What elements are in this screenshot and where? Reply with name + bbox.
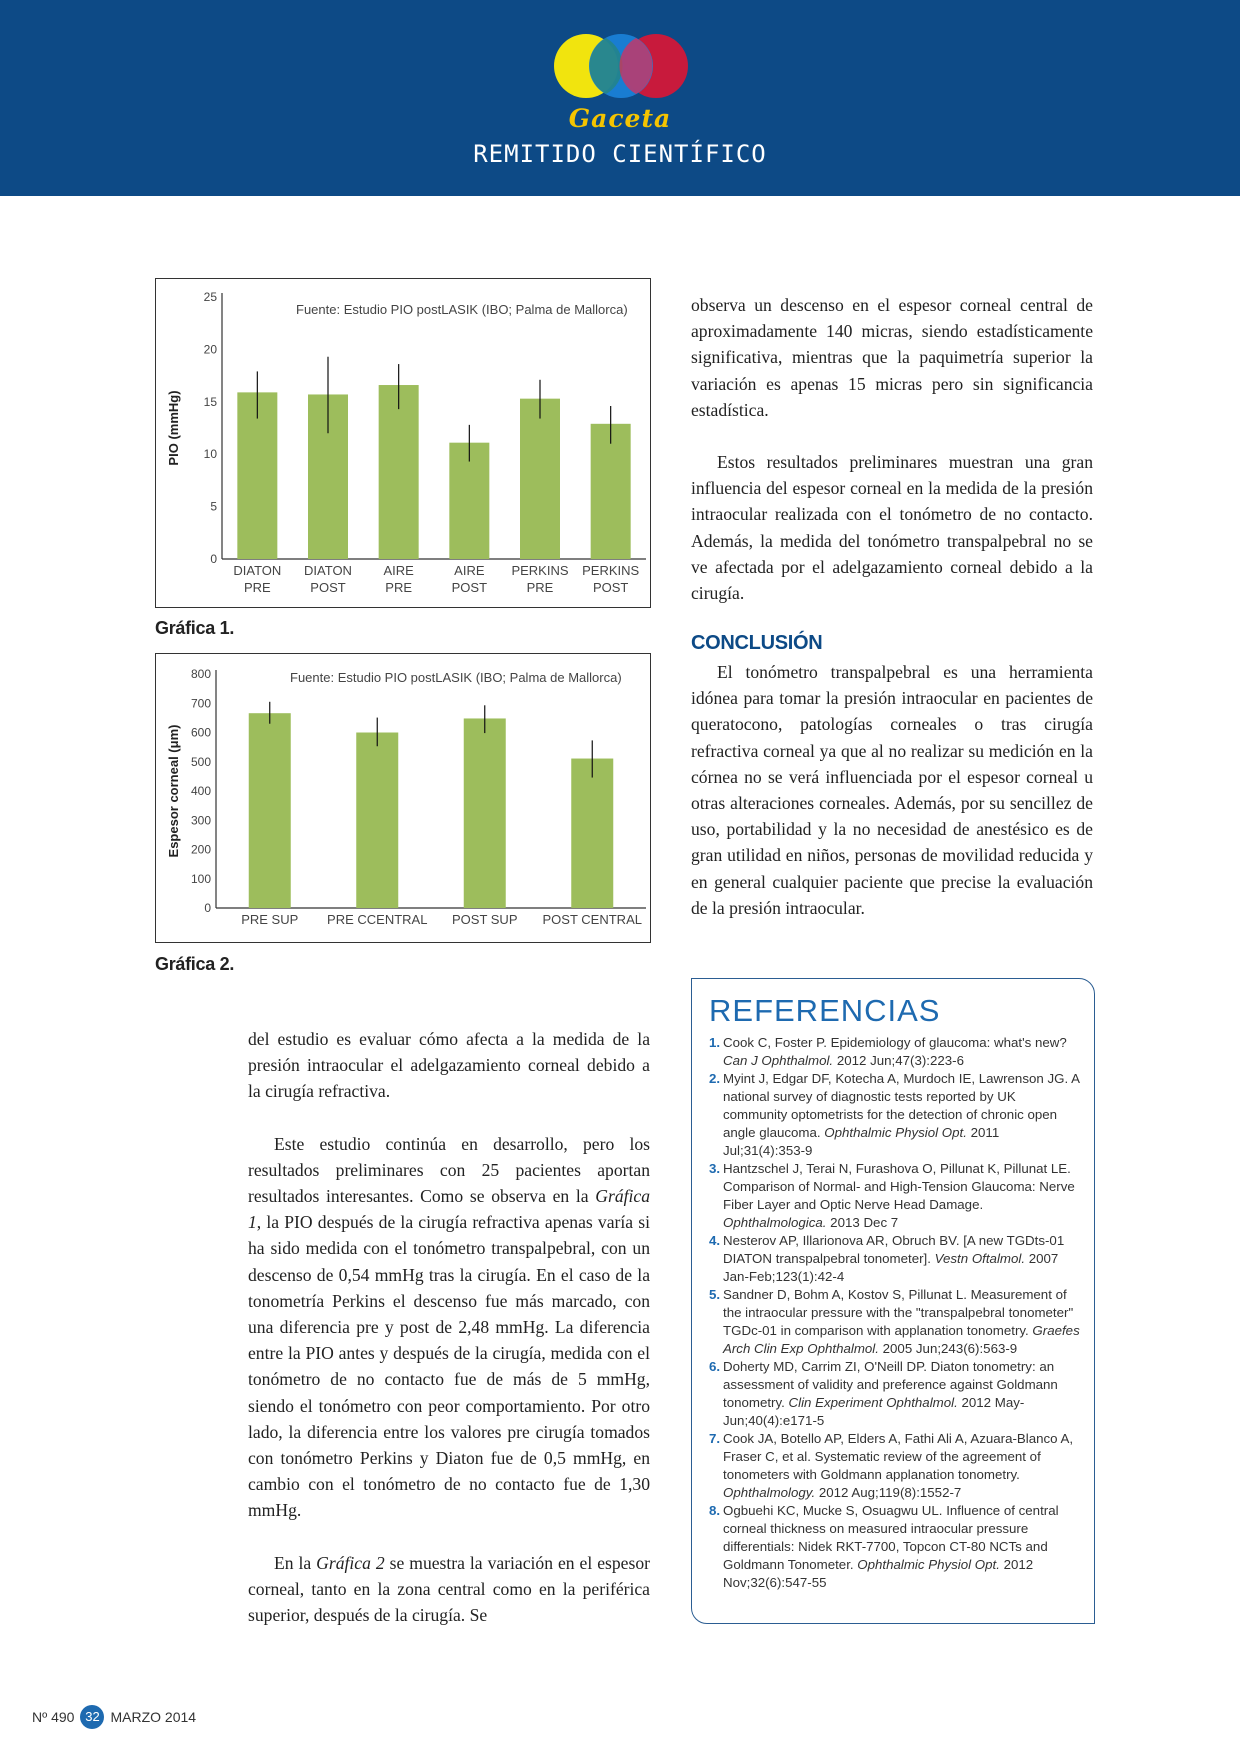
brand-name: Gaceta — [568, 104, 672, 133]
reference-item: 7. Cook JA, Botello AP, Elders A, Fathi Ali A, Azuara-Blanco A, Fraser C, et al. Systematic review of the agreement of tonometers with Goldmann applanation tonometry. Ophthalmology. 2012 Aug;119(8):1552-7 — [709, 1431, 1074, 1500]
x-tick-label: PRE — [243, 580, 271, 595]
chart-2-svg — [156, 654, 650, 942]
section-title: REMITIDO CIENTÍFICO — [473, 140, 767, 168]
figure-1-caption: Gráfica 1. — [155, 618, 235, 638]
y-tick-label: 100 — [190, 871, 211, 886]
reference-item: 4. Nesterov AP, Illarionova AR, Obruch BV. [A new TGDts-01 DIATON transpalpebral tonometer]. Vestn Oftalmol. 2007 Jan-Feb;123(1):42-4 — [709, 1233, 1065, 1284]
x-tick-label: POST — [592, 580, 629, 595]
reference-number: 8. — [709, 1503, 721, 1518]
paragraph: En la Gráfica 2 se muestra la variación en el espesor corneal, tanto en la zona central como en la periférica superior, después de la cirugía. Se — [248, 1552, 650, 1626]
reference-number: 5. — [709, 1287, 721, 1302]
y-tick-label: 0 — [204, 901, 211, 915]
y-axis-label: PIO (mmHg) — [166, 390, 181, 466]
bar — [249, 713, 291, 908]
chart-1-svg — [156, 279, 650, 607]
gaceta-logo-circles — [554, 30, 688, 102]
x-tick-label: DIATON — [304, 563, 352, 578]
y-tick-label: 5 — [210, 499, 217, 514]
x-tick-label: PERKINS — [582, 563, 640, 578]
x-tick-label: POST — [310, 580, 346, 595]
issue-date: MARZO 2014 — [110, 1709, 197, 1725]
y-tick-label: 400 — [190, 784, 211, 798]
paragraph: El tonómetro transpalpebral es una herramienta idónea para tomar la presión intraocular en pacientes de queratocono, patologías corneales o tras cirugía refractiva corneal ya que al no realizar su medición en la córnea no se verá influenciada por el espesor corneal u otras alteraciones corneales. Además, por su sencillez de uso, portabilidad y la no necesidad de anestésico es de gran utilidad en niños, personas de movilidad reducida y en general cualquier paciente que precise la evaluación de la presión intraocular. — [691, 662, 1093, 918]
x-tick-label: DIATON — [233, 563, 282, 578]
reference-item: 2. Myint J, Edgar DF, Kotecha A, Murdoch IE, Lawrenson JG. A national survey of diagnostic tests reported by UK community optometrists for the detection of chronic open angle glaucoma. Ophthalmic Physiol Opt. 2011 Jul;31(4):353-9 — [709, 1071, 1080, 1158]
bar — [571, 759, 613, 908]
reference-item: 8. Ogbuehi KC, Mucke S, Osuagwu UL. Influence of central corneal thickness on measured intraocular pressure differentials: Nidek RKT-7700, Topcon CT-80 NCTs and Goldmann Tonometer. Ophthalmic Physiol Opt. 2012 Nov;32(6):547-55 — [709, 1503, 1059, 1590]
bar — [356, 733, 398, 909]
issue-number: Nº 490 — [32, 1709, 75, 1725]
x-tick-label: POST CENTRAL — [542, 912, 642, 927]
right-column-top — [691, 292, 1093, 606]
left-column — [248, 1026, 650, 1628]
y-axis-label: Espesor corneal (μm) — [166, 724, 181, 858]
conclusion-heading: CONCLUSIÓN — [691, 632, 823, 654]
x-tick-label: PRE — [385, 580, 413, 595]
reference-number: 6. — [709, 1359, 721, 1374]
paragraph: observa un descenso en el espesor corneal central de aproximadamente 140 micras, siendo estadísticamente significativa, mientras que la paquimetría superior la variación es apenas 15 micras pero sin significancia estadística. — [691, 295, 1093, 420]
reference-number: 1. — [709, 1035, 721, 1050]
figure-2-caption: Gráfica 2. — [155, 954, 235, 974]
reference-number: 4. — [709, 1233, 721, 1248]
y-tick-label: 600 — [190, 725, 211, 740]
x-tick-label: POST SUP — [451, 912, 518, 927]
y-tick-label: 20 — [203, 342, 217, 357]
chart-source-note: Fuente: Estudio PIO postLASIK (IBO; Palma de Mallorca) — [290, 670, 622, 685]
reference-number: 7. — [709, 1431, 721, 1446]
y-tick-label: 15 — [203, 394, 217, 409]
paragraph: del estudio es evaluar cómo afecta a la medida de la presión intraocular el adelgazamiento corneal debido a la cirugía refractiva. — [248, 1029, 650, 1102]
y-tick-label: 700 — [190, 696, 211, 711]
header-band — [0, 0, 1240, 196]
y-tick-label: 200 — [190, 842, 211, 857]
page-footer — [32, 1705, 196, 1729]
x-tick-label: POST — [451, 580, 488, 595]
y-tick-label: 10 — [203, 447, 217, 462]
reference-item: 3. Hantzschel J, Terai N, Furashova O, Pillunat K, Pillunat LE. Comparison of Normal- and High-Tension Glaucoma: Nerve Fiber Layer and Optic Nerve Head Damage. Ophthalmologica. 2013 Dec 7 — [709, 1161, 1075, 1230]
reference-item: 1. Cook C, Foster P. Epidemiology of glaucoma: what's new? Can J Ophthalmol. 2012 Jun;47(3):223-6 — [709, 1035, 1067, 1068]
chart-source-note: Fuente: Estudio PIO postLASIK (IBO; Palma de Mallorca) — [296, 302, 628, 317]
references-box — [691, 978, 1095, 1624]
y-tick-label: 500 — [190, 754, 211, 769]
x-tick-label: PRE SUP — [241, 912, 299, 927]
bar — [520, 399, 560, 559]
y-tick-label: 0 — [210, 552, 217, 566]
x-tick-label: AIRE — [383, 563, 414, 578]
reference-item: 6. Doherty MD, Carrim ZI, O'Neill DP. Diaton tonometry: an assessment of validity and preference against Goldmann tonometry. Clin Experiment Ophthalmol. 2012 May-Jun;40(4):e171-5 — [709, 1359, 1058, 1428]
y-tick-label: 300 — [190, 813, 211, 828]
y-tick-label: 800 — [190, 667, 211, 681]
x-tick-label: AIRE — [454, 563, 485, 578]
chart-1 — [155, 278, 651, 608]
x-tick-label: PERKINS — [511, 563, 569, 578]
references-list — [709, 1034, 1081, 1592]
paragraph: Estos resultados preliminares muestran una gran influencia del espesor corneal en la medida de la presión intraocular realizada con el tonómetro de no contacto. Además, la medida del tonómetro transpalpebral no se ve afectada por el adelgazamiento corneal debido a la cirugía. — [691, 452, 1093, 604]
reference-item: 5. Sandner D, Bohm A, Kostov S, Pillunat L. Measurement of the intraocular pressure with the "transpalpebral tonometer" TGDc-01 in comparison with applanation tonometry. Graefes Arch Clin Exp Ophthalmol. 2005 Jun;243(6):563-9 — [709, 1287, 1080, 1356]
reference-number: 3. — [709, 1161, 721, 1176]
x-tick-label: PRE — [526, 580, 554, 595]
bar — [379, 385, 419, 559]
paragraph: Este estudio continúa en desarrollo, pero los resultados preliminares con 25 pacientes aportan resultados interesantes. Como se observa en la Gráfica 1, la PIO después de la cirugía refractiva apenas varía si ha sido medida con el tonómetro transpalpebral, con un descenso de 0,54 mmHg tras la cirugía. En el caso de la tonometría Perkins el descenso fue más marcado, con una diferencia pre y post de 2,48 mmHg. La diferencia entre la PIO antes y después de la cirugía, medida con el tonómetro de no contacto fue de más de 5 mmHg, siendo el tonómetro con peor comportamiento. Por otro lado, la diferencia entre los valores pre cirugía tomados con tonómetro Perkins y Diaton fue de 0,5 mmHg, en cambio con el tonómetro de no contacto fue de 1,30 mmHg. — [248, 1133, 650, 1521]
conclusion-text — [691, 659, 1093, 921]
bar — [464, 718, 506, 908]
x-tick-label: PRE CCENTRAL — [327, 912, 428, 927]
bar — [591, 424, 631, 559]
references-title: REFERENCIAS — [709, 993, 941, 1028]
page-number: 32 — [80, 1705, 104, 1729]
chart-2 — [155, 653, 651, 943]
y-tick-label: 25 — [203, 290, 217, 304]
reference-number: 2. — [709, 1071, 721, 1086]
